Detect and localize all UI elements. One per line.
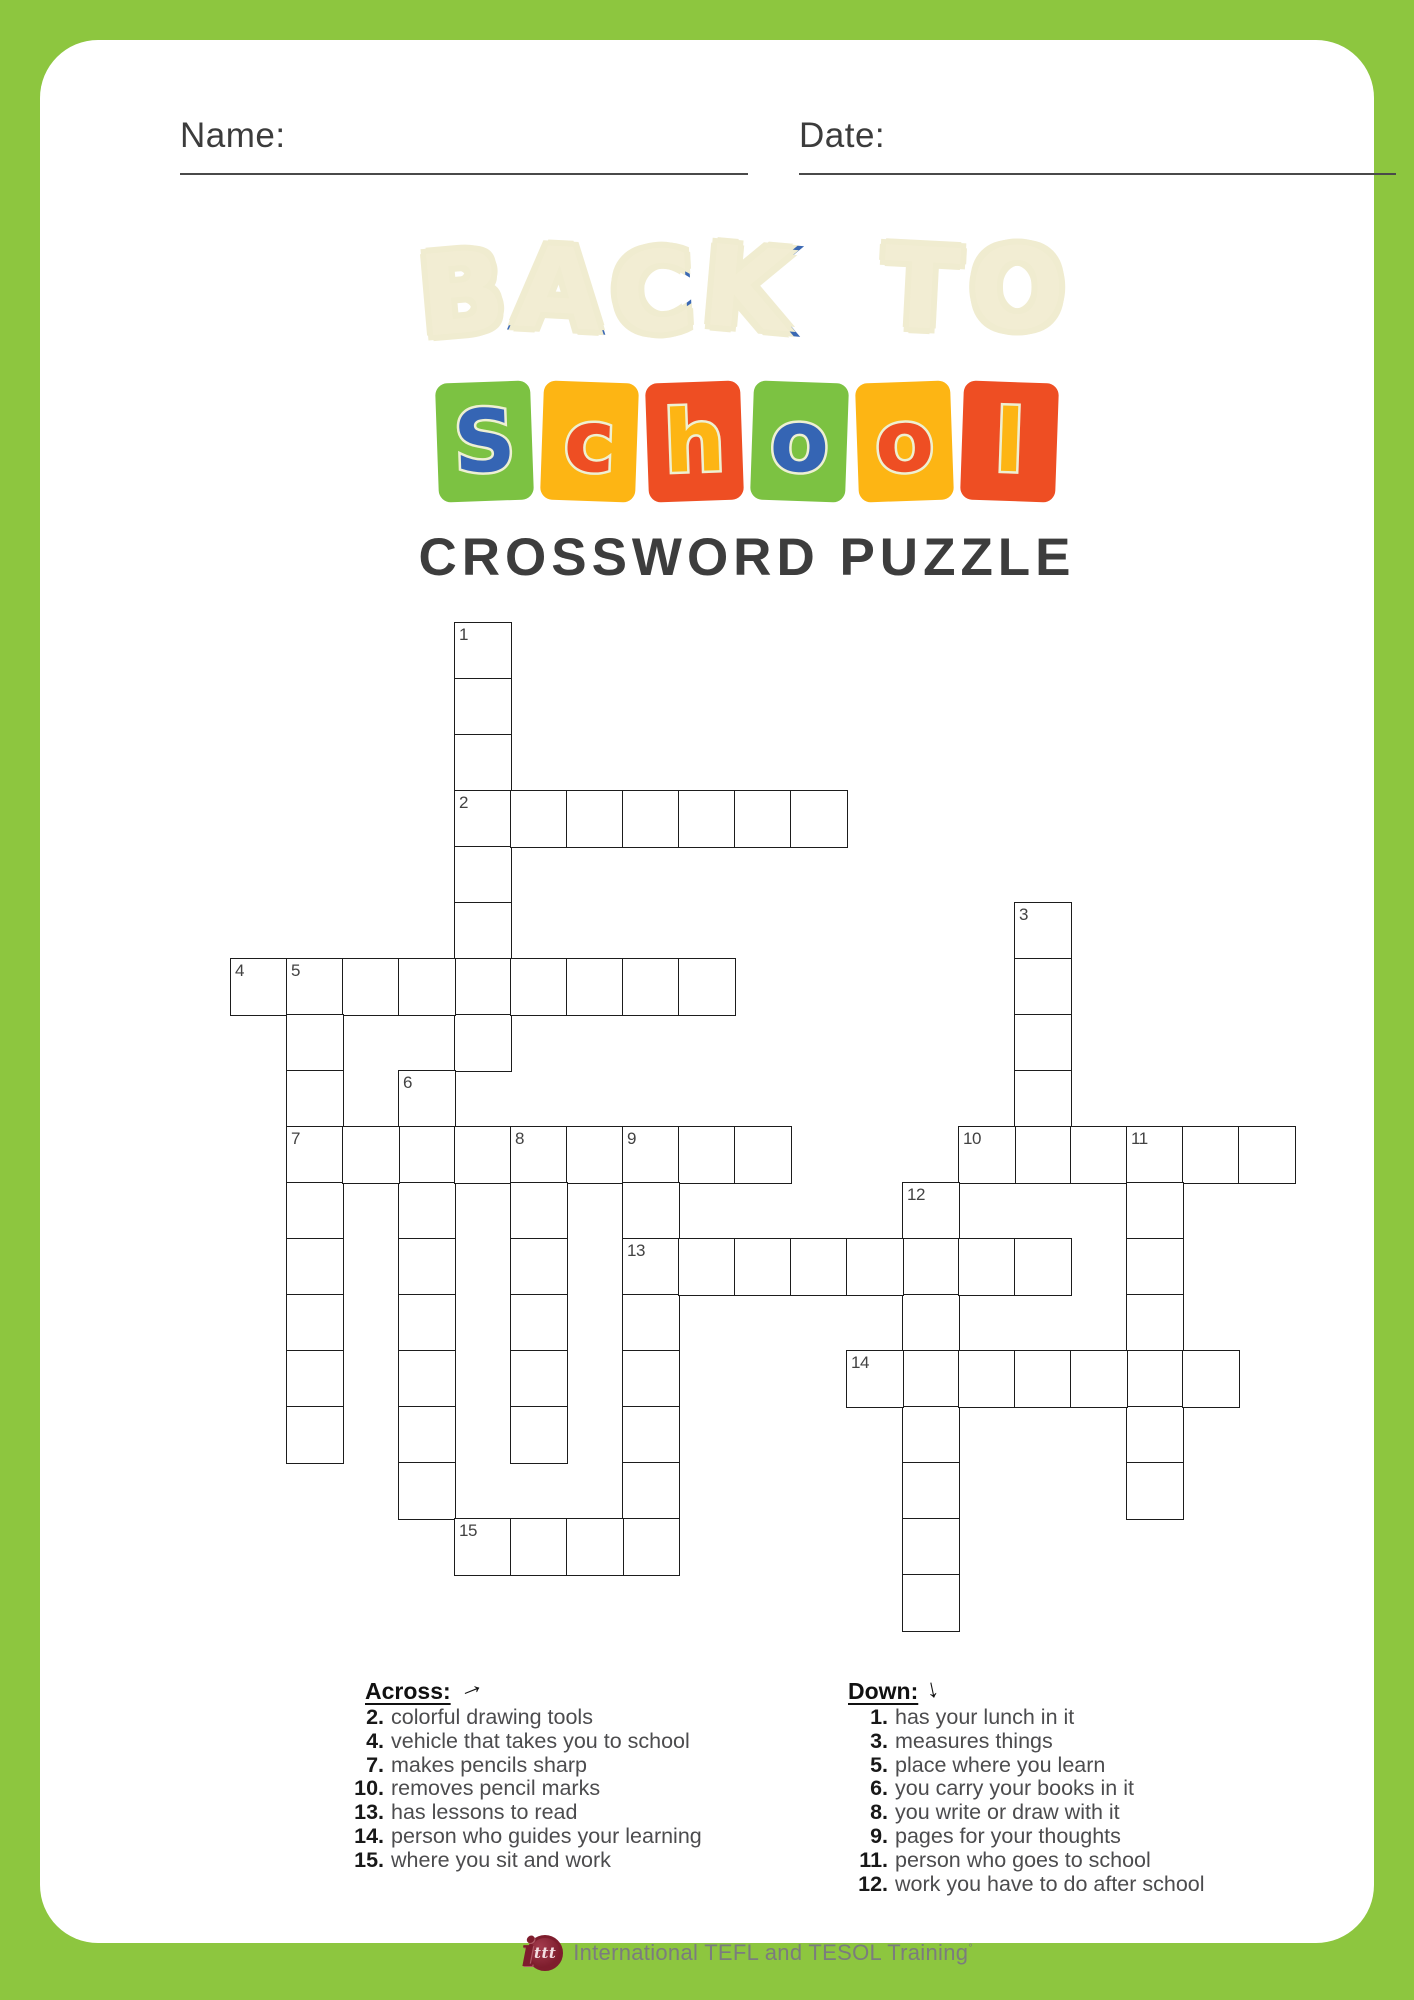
clue-item bbox=[836, 1825, 1205, 1849]
grid-cell[interactable] bbox=[454, 1518, 512, 1576]
grid-cell[interactable] bbox=[398, 1462, 456, 1520]
title-letter bbox=[800, 225, 883, 355]
grid-cell[interactable] bbox=[454, 958, 512, 1016]
across-arrow-icon: → bbox=[452, 1667, 488, 1706]
school-letter-block: c bbox=[540, 380, 639, 502]
clue-item bbox=[332, 1777, 702, 1801]
grid-cell[interactable] bbox=[622, 1518, 680, 1576]
clue-item bbox=[332, 1730, 702, 1754]
clue-number: 15. bbox=[354, 1847, 384, 1872]
clue-item bbox=[332, 1849, 702, 1873]
clue-item bbox=[332, 1825, 702, 1849]
school-letter-block: l bbox=[960, 380, 1059, 502]
clue-text: removes pencil marks bbox=[391, 1776, 601, 1801]
clue-number: 9. bbox=[870, 1823, 888, 1848]
clue-number: 8. bbox=[870, 1800, 888, 1825]
crossword-grid bbox=[230, 622, 1296, 1632]
title-subtitle: CROSSWORD PUZZLE bbox=[418, 528, 1076, 587]
grid-cell[interactable] bbox=[454, 1126, 512, 1184]
grid-cell[interactable] bbox=[622, 1294, 680, 1352]
clue-number: 4. bbox=[366, 1728, 384, 1753]
grid-cell[interactable] bbox=[510, 1406, 568, 1464]
grid-cell[interactable] bbox=[678, 790, 736, 848]
clue-text: where you sit and work bbox=[391, 1847, 611, 1872]
clue-item bbox=[836, 1849, 1205, 1873]
grid-cell[interactable] bbox=[958, 1350, 1016, 1408]
grid-cell-number: 15 bbox=[459, 1521, 477, 1540]
down-heading bbox=[848, 1672, 942, 1706]
grid-cell[interactable] bbox=[230, 958, 288, 1016]
grid-cell[interactable] bbox=[510, 790, 568, 848]
clue-item bbox=[836, 1706, 1205, 1730]
grid-cell[interactable] bbox=[1070, 1350, 1128, 1408]
clue-number: 7. bbox=[366, 1752, 384, 1777]
grid-cell[interactable] bbox=[902, 1238, 960, 1296]
grid-cell[interactable] bbox=[286, 1070, 344, 1128]
grid-cell-number: 14 bbox=[851, 1353, 869, 1372]
grid-cell[interactable] bbox=[1126, 1238, 1184, 1296]
grid-cell[interactable] bbox=[1126, 1350, 1184, 1408]
grid-cell[interactable] bbox=[342, 958, 400, 1016]
grid-cell[interactable] bbox=[510, 1294, 568, 1352]
grid-cell[interactable] bbox=[454, 790, 512, 848]
grid-cell[interactable] bbox=[510, 1518, 568, 1576]
clue-number: 1. bbox=[870, 1705, 888, 1729]
grid-cell[interactable] bbox=[510, 1238, 568, 1296]
grid-cell-number: 11 bbox=[1131, 1129, 1148, 1148]
grid-cell[interactable] bbox=[622, 1126, 680, 1184]
school-letter-block: S bbox=[435, 380, 534, 502]
ittt-logo bbox=[521, 1929, 563, 1976]
grid-cell[interactable] bbox=[1014, 1238, 1072, 1296]
grid-cell[interactable] bbox=[566, 1518, 624, 1576]
grid-cell[interactable] bbox=[1014, 1350, 1072, 1408]
name-input-line[interactable] bbox=[180, 173, 748, 175]
clue-item bbox=[836, 1730, 1205, 1754]
title-letter: B bbox=[414, 225, 521, 363]
title-letter: A bbox=[511, 222, 615, 358]
school-letter-block: h bbox=[645, 380, 744, 502]
clue-item bbox=[836, 1873, 1205, 1897]
across-heading-label: Across: bbox=[365, 1678, 451, 1704]
grid-cell[interactable] bbox=[566, 1126, 624, 1184]
grid-cell[interactable] bbox=[622, 1406, 680, 1464]
grid-cell[interactable] bbox=[286, 958, 344, 1016]
clue-text: has your lunch in it bbox=[895, 1705, 1075, 1729]
grid-cell[interactable] bbox=[1014, 1070, 1072, 1128]
date-label: Date: bbox=[799, 116, 886, 155]
grid-cell[interactable] bbox=[454, 902, 512, 960]
grid-cell-number: 3 bbox=[1019, 905, 1028, 924]
grid-cell[interactable] bbox=[454, 622, 512, 680]
across-clue-list bbox=[332, 1706, 702, 1873]
title-letter: C bbox=[608, 225, 707, 361]
grid-cell[interactable] bbox=[398, 1126, 456, 1184]
clue-item bbox=[332, 1706, 702, 1730]
grid-cell[interactable] bbox=[566, 790, 624, 848]
title-letter: T bbox=[879, 222, 973, 358]
grid-cell[interactable] bbox=[398, 1070, 456, 1128]
grid-cell[interactable] bbox=[846, 1238, 904, 1296]
grid-cell-number: 5 bbox=[291, 961, 300, 980]
grid-cell[interactable] bbox=[398, 1406, 456, 1464]
clue-text: vehicle that takes you to school bbox=[391, 1728, 690, 1753]
ittt-logo-i: i bbox=[520, 1929, 537, 1976]
grid-cell[interactable] bbox=[622, 1350, 680, 1408]
clue-text: pages for your thoughts bbox=[895, 1823, 1121, 1848]
grid-cell-number: 4 bbox=[235, 961, 244, 980]
grid-cell[interactable] bbox=[734, 1238, 792, 1296]
grid-cell[interactable] bbox=[622, 1238, 680, 1296]
title-letter: K bbox=[697, 221, 806, 359]
clue-number: 2. bbox=[366, 1705, 384, 1729]
clue-text: you carry your books in it bbox=[895, 1776, 1134, 1801]
grid-cell[interactable] bbox=[846, 1350, 904, 1408]
clue-text: measures things bbox=[895, 1728, 1053, 1753]
grid-cell[interactable] bbox=[902, 1350, 960, 1408]
grid-cell[interactable] bbox=[678, 958, 736, 1016]
down-arrow-icon: ↓ bbox=[922, 1672, 942, 1705]
grid-cell[interactable] bbox=[1014, 902, 1072, 960]
grid-cell[interactable] bbox=[622, 790, 680, 848]
grid-cell[interactable] bbox=[398, 1238, 456, 1296]
grid-cell[interactable] bbox=[1014, 1126, 1072, 1184]
grid-cell[interactable] bbox=[398, 1294, 456, 1352]
clue-text: person who guides your learning bbox=[391, 1823, 702, 1848]
title-school-blocks bbox=[40, 382, 1414, 501]
grid-cell[interactable] bbox=[902, 1574, 960, 1632]
school-letter-block: o bbox=[855, 380, 954, 502]
clue-text: place where you learn bbox=[895, 1752, 1106, 1777]
grid-cell[interactable] bbox=[790, 1238, 848, 1296]
grid-cell[interactable] bbox=[902, 1406, 960, 1464]
grid-cell[interactable] bbox=[454, 678, 512, 736]
grid-cell[interactable] bbox=[398, 1350, 456, 1408]
grid-cell[interactable] bbox=[1126, 1294, 1184, 1352]
grid-cell[interactable] bbox=[510, 958, 568, 1016]
clue-number: 14. bbox=[354, 1823, 384, 1848]
grid-cell[interactable] bbox=[510, 1350, 568, 1408]
grid-cell[interactable] bbox=[790, 790, 848, 848]
grid-cell[interactable] bbox=[734, 790, 792, 848]
grid-cell[interactable] bbox=[622, 1182, 680, 1240]
clue-item bbox=[836, 1777, 1205, 1801]
clue-number: 12. bbox=[858, 1871, 888, 1896]
grid-cell[interactable] bbox=[958, 1238, 1016, 1296]
grid-cell[interactable] bbox=[398, 1182, 456, 1240]
grid-cell[interactable] bbox=[958, 1126, 1016, 1184]
grid-cell[interactable] bbox=[622, 1462, 680, 1520]
clue-text: you write or draw with it bbox=[895, 1800, 1120, 1825]
clue-item bbox=[332, 1801, 702, 1825]
date-input-line[interactable] bbox=[799, 173, 1396, 175]
grid-cell[interactable] bbox=[454, 734, 512, 792]
grid-cell[interactable] bbox=[622, 958, 680, 1016]
grid-cell[interactable] bbox=[286, 1014, 344, 1072]
grid-cell[interactable] bbox=[1126, 1462, 1184, 1520]
grid-cell[interactable] bbox=[342, 1126, 400, 1184]
grid-cell-number: 10 bbox=[963, 1129, 981, 1148]
title-back-to bbox=[40, 221, 1414, 363]
grid-cell[interactable] bbox=[1014, 958, 1072, 1016]
down-heading-label: Down: bbox=[848, 1678, 919, 1704]
grid-cell-number: 1 bbox=[459, 625, 468, 644]
title-letter: O bbox=[969, 225, 1075, 355]
grid-cell[interactable] bbox=[454, 846, 512, 904]
clue-text: makes pencils sharp bbox=[391, 1752, 587, 1777]
grid-cell-number: 12 bbox=[907, 1185, 925, 1204]
grid-cell[interactable] bbox=[286, 1126, 344, 1184]
name-label: Name: bbox=[180, 116, 286, 155]
grid-cell[interactable] bbox=[286, 1238, 344, 1296]
grid-cell[interactable] bbox=[902, 1182, 960, 1240]
grid-cell-number: 8 bbox=[515, 1129, 524, 1148]
grid-cell[interactable] bbox=[510, 1126, 568, 1184]
clue-text: person who goes to school bbox=[895, 1847, 1151, 1872]
clue-number: 13. bbox=[354, 1800, 384, 1825]
grid-cell[interactable] bbox=[286, 1350, 344, 1408]
worksheet-page bbox=[40, 40, 1374, 1976]
grid-cell-number: 2 bbox=[459, 793, 468, 812]
grid-cell[interactable] bbox=[286, 1294, 344, 1352]
grid-cell[interactable] bbox=[1238, 1126, 1296, 1184]
grid-cell[interactable] bbox=[678, 1238, 736, 1296]
ittt-logo-circle: ttt bbox=[527, 1935, 563, 1971]
grid-cell[interactable] bbox=[510, 1182, 568, 1240]
grid-cell[interactable] bbox=[1182, 1350, 1240, 1408]
grid-cell[interactable] bbox=[734, 1126, 792, 1184]
clue-item bbox=[836, 1801, 1205, 1825]
clue-number: 11. bbox=[859, 1847, 888, 1872]
clue-number: 3. bbox=[870, 1728, 888, 1753]
grid-cell[interactable] bbox=[1126, 1182, 1184, 1240]
clue-text: has lessons to read bbox=[391, 1800, 578, 1825]
brand-text: International TEFL and TESOL Training° bbox=[573, 1939, 973, 1965]
grid-cell-number: 9 bbox=[627, 1129, 636, 1148]
grid-cell-number: 6 bbox=[403, 1073, 412, 1092]
grid-cell[interactable] bbox=[398, 958, 456, 1016]
grid-cell[interactable] bbox=[1014, 1014, 1072, 1072]
clue-text: colorful drawing tools bbox=[391, 1705, 593, 1729]
grid-cell[interactable] bbox=[902, 1462, 960, 1520]
grid-cell[interactable] bbox=[1126, 1406, 1184, 1464]
grid-cell[interactable] bbox=[1126, 1126, 1184, 1184]
grid-cell[interactable] bbox=[454, 1014, 512, 1072]
down-clue-list bbox=[836, 1706, 1205, 1896]
across-heading bbox=[365, 1667, 488, 1706]
clue-item bbox=[332, 1754, 702, 1778]
grid-cell[interactable] bbox=[678, 1126, 736, 1184]
grid-cell[interactable] bbox=[566, 958, 624, 1016]
grid-cell[interactable] bbox=[902, 1294, 960, 1352]
grid-cell[interactable] bbox=[902, 1518, 960, 1576]
grid-cell-number: 13 bbox=[627, 1241, 645, 1260]
grid-cell[interactable] bbox=[1182, 1126, 1240, 1184]
grid-cell[interactable] bbox=[1070, 1126, 1128, 1184]
school-letter-block: o bbox=[750, 380, 849, 502]
clue-text: work you have to do after school bbox=[895, 1871, 1205, 1896]
footer bbox=[40, 1929, 1414, 1976]
clue-number: 10. bbox=[354, 1776, 384, 1801]
registered-mark: ° bbox=[968, 1942, 973, 1955]
grid-cell-number: 7 bbox=[291, 1129, 300, 1148]
grid-cell[interactable] bbox=[286, 1182, 344, 1240]
clue-number: 6. bbox=[870, 1776, 888, 1801]
grid-cell[interactable] bbox=[286, 1406, 344, 1464]
clue-number: 5. bbox=[870, 1752, 888, 1777]
clue-item bbox=[836, 1754, 1205, 1778]
